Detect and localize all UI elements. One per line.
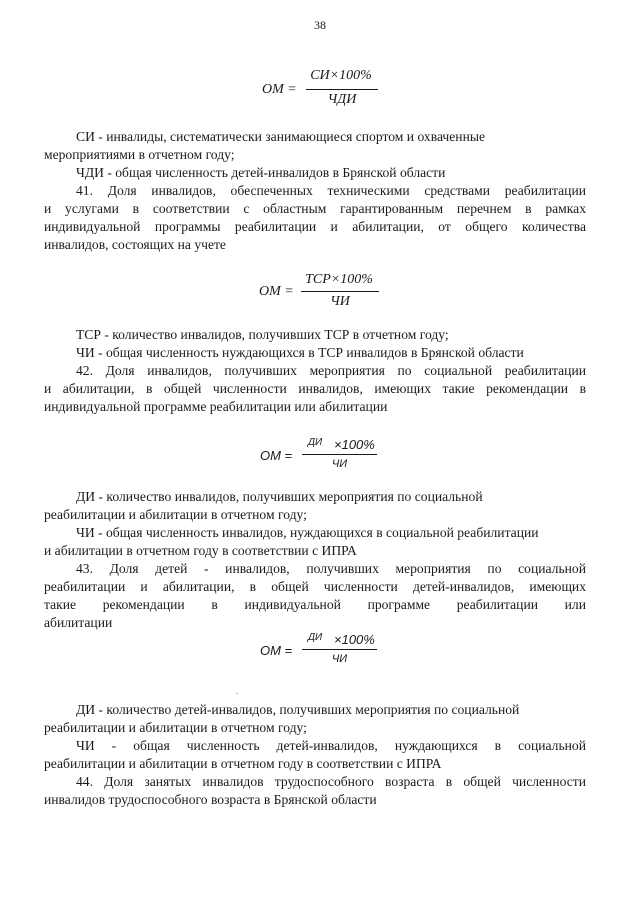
text-line: инвалидов трудоспособного возраста в Брянской области [44, 792, 377, 807]
text-line: инвалидов, состоящих на учете [44, 237, 226, 252]
text-line: и услугами в соответствии с областным гарантированным перечнем в рамках [44, 201, 586, 216]
formula-numerator-b: ×100% [334, 632, 375, 647]
text-line: 41. Доля инвалидов, обеспеченных техническими средствами реабилитации [76, 183, 586, 198]
text-line: реабилитации и абилитации в отчетном году в соответствии с ИПРА [44, 756, 442, 771]
text-line: реабилитации и абилитации в отчетном году; [44, 507, 307, 522]
text-line: ДИ - количество инвалидов, получивших мероприятия по социальной [76, 489, 483, 504]
text-line: 42. Доля инвалидов, получивших мероприятия по социальной реабилитации [76, 363, 586, 378]
text-line: реабилитации и абилитации, в общей численности детей-инвалидов, имеющих [44, 579, 586, 594]
text-line: ЧИ - общая численность инвалидов, нуждающихся в социальной реабилитации [76, 525, 539, 540]
text-line: 44. Доля занятых инвалидов трудоспособного возраста в общей численности [76, 774, 586, 789]
formula-fraction-bar [306, 89, 378, 90]
text-line: индивидуальной программы реабилитации и абилитации, от общего количества [44, 219, 586, 234]
page-number: 38 [314, 18, 326, 32]
formula-denominator: ЧДИ [327, 92, 357, 107]
text-line: и абилитации в отчетном году в соответствии с ИПРА [44, 543, 357, 558]
formula-fraction-bar [302, 454, 377, 455]
formula-denominator: ЧИ [331, 458, 348, 470]
formula-fraction-bar [302, 649, 377, 650]
text-line: индивидуальной программе реабилитации или абилитации [44, 399, 388, 414]
text-line: ДИ - количество детей-инвалидов, получивших мероприятия по социальной [76, 702, 520, 717]
formula-numerator-a: ДИ [308, 437, 323, 448]
formula-numerator: ТСР×100% [305, 272, 373, 287]
text-line: ЧДИ - общая численность детей-инвалидов в Брянской области [76, 165, 446, 180]
formula-fraction-bar [301, 291, 379, 292]
formula-denominator: ЧИ [331, 653, 348, 665]
text-line: 43. Доля детей - инвалидов, получивших мероприятия по социальной [76, 561, 586, 576]
text-line: абилитации [44, 615, 113, 630]
formula-denominator: ЧИ [330, 294, 350, 309]
text-line: ЧИ - общая численность детей-инвалидов, нуждающихся в социальной [76, 738, 586, 753]
formula-lhs: ОМ = [259, 284, 294, 299]
formula-lhs: ОМ = [262, 82, 297, 97]
text-line: мероприятиями в отчетном году; [44, 147, 235, 162]
text-line: СИ - инвалиды, систематически занимающиеся спортом и охваченные [76, 129, 486, 144]
text-line: ТСР - количество инвалидов, получивших ТСР в отчетном году; [76, 327, 449, 342]
scan-speck [236, 693, 238, 694]
text-line: реабилитации и абилитации в отчетном году; [44, 720, 307, 735]
formula-lhs: ОМ = [260, 448, 293, 463]
formula-numerator: СИ×100% [310, 68, 372, 83]
text-line: и абилитации, в общей численности инвалидов, имеющих такие рекомендации в [44, 381, 586, 396]
formula-numerator-b: ×100% [334, 437, 375, 452]
formula-lhs: ОМ = [260, 643, 293, 658]
text-line: ЧИ - общая численность нуждающихся в ТСР инвалидов в Брянской области [76, 345, 524, 360]
text-line: такие рекомендации в индивидуальной программе реабилитации или [44, 597, 586, 612]
formula-numerator-a: ДИ [308, 632, 323, 643]
